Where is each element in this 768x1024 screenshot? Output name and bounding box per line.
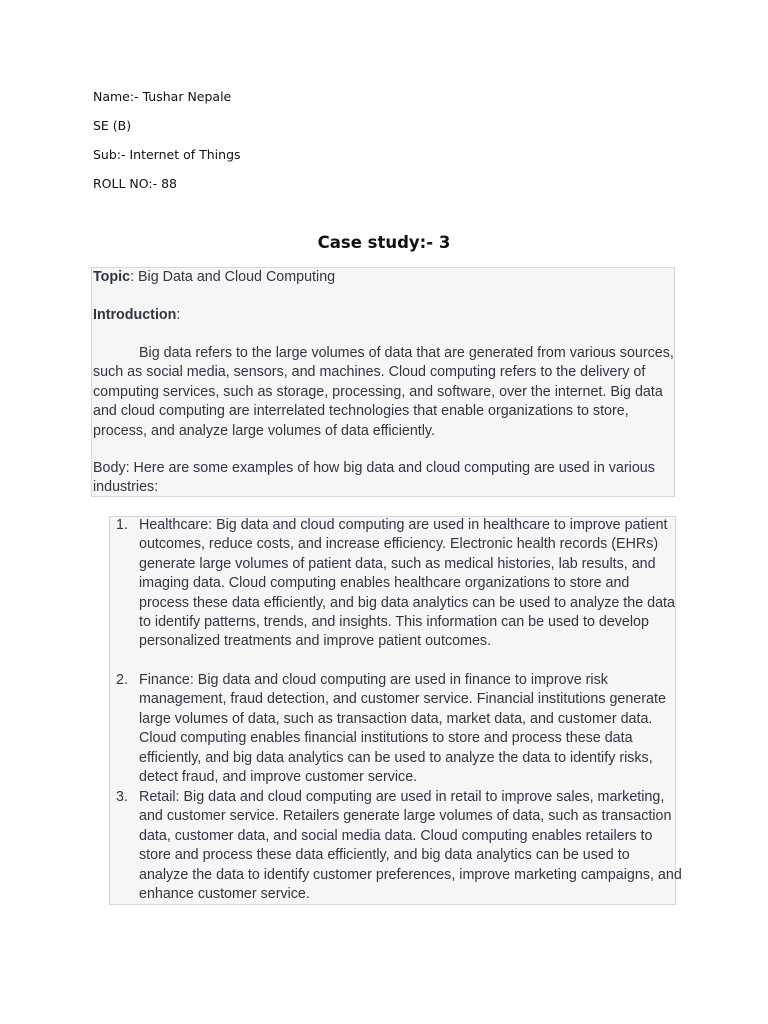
subject-line: Sub:- Internet of Things [93, 147, 241, 162]
topic-value: : Big Data and Cloud Computing [130, 269, 336, 285]
list-item [116, 788, 682, 904]
introduction-label: Introduction [93, 307, 177, 323]
introduction-heading [93, 306, 683, 325]
list-item [116, 516, 682, 652]
introduction-paragraph-text: Big data refers to the large volumes of data that are generated from various sources, such as social media, sensors, and machines. Cloud computing refers to the delivery of computing services, such as storage, processing, and software, over the internet. Big data and cloud computing are interrelated technologies that enable organizations to store, process, and analyze large volumes of data efficiently. [93, 345, 674, 439]
topic-label: Topic [93, 269, 131, 285]
list-item-text: Retail: Big data and cloud computing are used in retail to improve sales, marketing, and customer service. Retailers generate large volumes of data, such as transaction data, customer data, and social media data. Cloud computing enables retailers to store and process these data efficiently, and big data analytics can be used to analyze the data to identify customer preferences, improve marketing campaigns, and enhance customer service. [139, 789, 682, 903]
list-item-number: 3. [116, 789, 128, 805]
list-item-text: Healthcare: Big data and cloud computing are used in healthcare to improve patient outcomes, reduce costs, and increase efficiency. Electronic health records (EHRs) generate large volumes of patient data, such as medical histories, lab results, and imaging data. Cloud computing enables healthcare organizations to store and process these data efficiently, and big data analytics can be used to analyze the data to identify patterns, trends, and insights. This information can be used to develop personalized treatments and improve patient outcomes. [139, 517, 675, 650]
body-paragraph: Body: Here are some examples of how big data and cloud computing are used in various industries: [93, 460, 655, 496]
list-item-number: 2. [116, 672, 128, 688]
roll-number: ROLL NO:- 88 [93, 176, 177, 191]
list-item-text: Finance: Big data and cloud computing are used in finance to improve risk management, fraud detection, and customer service. Financial institutions generate large volumes of data, such as transaction data, market data, and customer data. Cloud computing enables financial institutions to store and process these data efficiently, and big data analytics can be used to analyze the data to identify risks, detect fraud, and improve customer service. [139, 672, 666, 786]
student-name: Name:- Tushar Nepale [93, 89, 232, 104]
introduction-paragraph [93, 344, 683, 441]
page-title: Case study:- 3 [317, 233, 451, 252]
introduction-colon: : [176, 307, 181, 323]
topic-line [93, 268, 683, 287]
student-class: SE (B) [93, 118, 132, 133]
list-item-number: 1. [116, 517, 128, 533]
list-item [116, 671, 682, 787]
